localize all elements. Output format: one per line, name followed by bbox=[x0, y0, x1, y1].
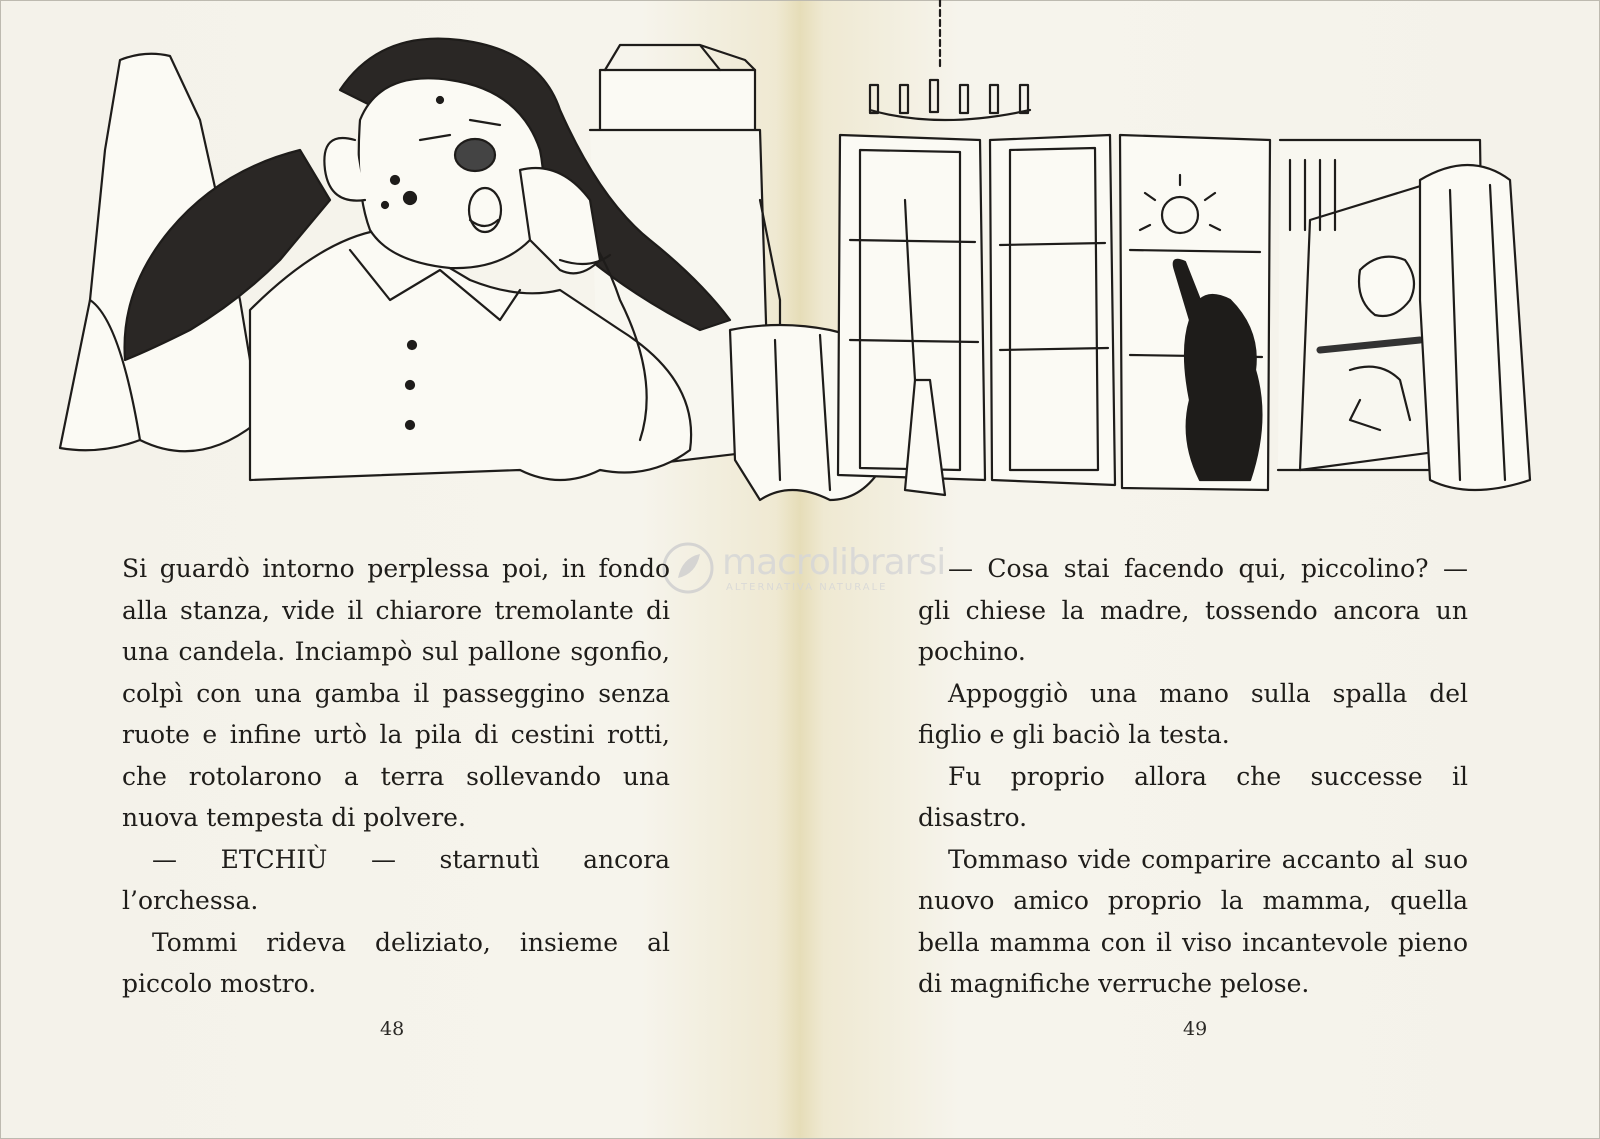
paragraph: Si guardò intorno perplessa poi, in fondo alla stanza, vide il chiarore tremolante di una candela. Inciampò sul pallone sgonfio, colpì con una gamba il passeggino senza ruote e infine urtò la pila di cestini rotti, che rotolarono a terra sollevando una nuova tempesta di polvere. bbox=[122, 554, 670, 832]
illustration-ogress-and-monster bbox=[0, 0, 1600, 520]
paragraph: Tommi rideva deliziato, insieme al piccolo mostro. bbox=[122, 927, 670, 998]
right-page-text bbox=[918, 548, 1468, 1005]
page-number-left: 48 bbox=[380, 1018, 405, 1040]
page-number-right: 49 bbox=[1183, 1018, 1208, 1040]
paragraph: Tommaso vide comparire accanto al suo nuovo amico proprio la mamma, quella bella mamma con il viso incantevole pieno di magnifiche verruche pelose. bbox=[918, 844, 1468, 998]
paragraph: — ETCHIÙ — starnutì ancora l’orchessa. bbox=[122, 844, 670, 915]
watermark bbox=[660, 540, 960, 600]
left-page-text bbox=[122, 548, 670, 1005]
paragraph: Appoggiò una mano sulla spalla del figlio e gli baciò la testa. bbox=[918, 678, 1468, 749]
paragraph: — Cosa stai facendo qui, piccolino? — gli chiese la madre, tossendo ancora un pochino. bbox=[918, 554, 1468, 666]
paragraph: Fu proprio allora che successe il disastro. bbox=[918, 761, 1468, 832]
watermark-title: macrolibrarsi bbox=[722, 542, 946, 583]
watermark-subtitle: ALTERNATIVA NATURALE bbox=[726, 582, 888, 593]
